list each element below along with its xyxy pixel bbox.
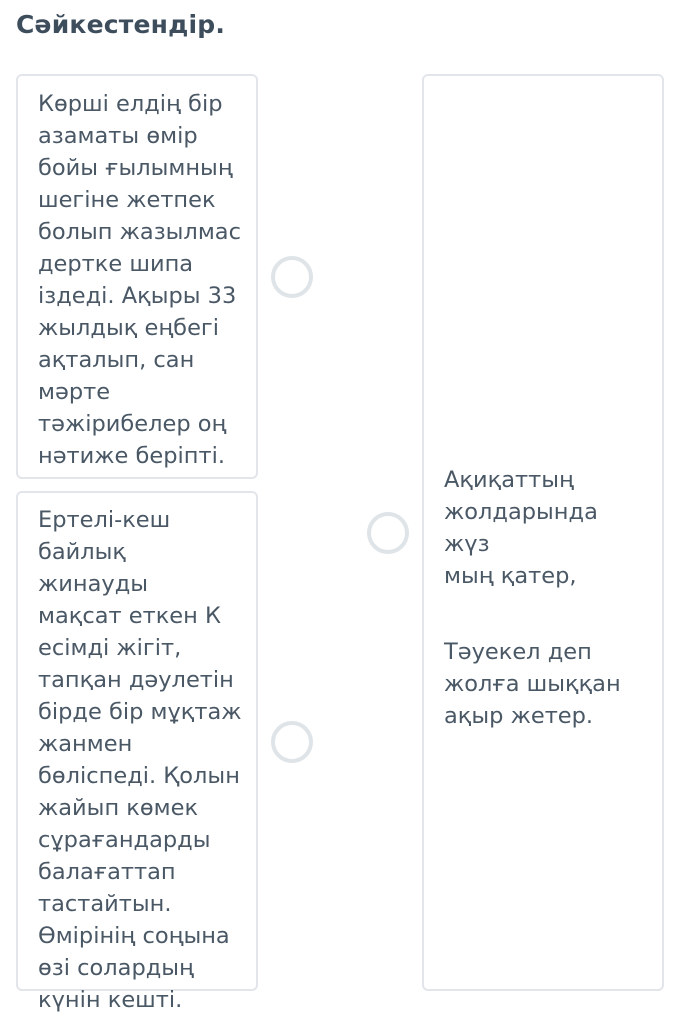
- match-right-card-1-line-1: Ақиқаттың жолдарында жүз мың қатер,: [444, 467, 598, 589]
- match-left-card-1[interactable]: [16, 74, 258, 479]
- match-left-card-2[interactable]: [16, 491, 258, 1013]
- page-title: Сәйкестендір.: [16, 10, 226, 39]
- match-connector-left-2[interactable]: [271, 721, 313, 763]
- match-right-card-1-text: [444, 432, 648, 732]
- match-left-card-2-text: Ертелі-кеш байлық жинауды мақсат еткен К есімді жігіт, тапқан дәулетін бірде бір мұқтаж жанмен бөліспеді. Қолын жайып көмек сұрағандарды балағаттап тастайтын. Өмірінің соңына өзі солардың күнін кешті.: [38, 507, 242, 1013]
- line-gap: [444, 592, 648, 604]
- match-connector-left-1[interactable]: [271, 256, 313, 298]
- match-right-card-1[interactable]: [422, 74, 664, 991]
- match-connector-right-1[interactable]: [367, 512, 409, 554]
- match-left-card-1-text: Көрші елдің бір азаматы өмір бойы ғылымның шегіне жетпек болып жазылмас дертке шипа іздеді. Ақыры 33 жылдық еңбегі ақталып, сан мәрте тәжірибелер оң нәтиже беріпті.: [38, 91, 241, 469]
- match-right-card-1-line-2: Тәуекел деп жолға шыққан ақыр жетер.: [444, 639, 621, 729]
